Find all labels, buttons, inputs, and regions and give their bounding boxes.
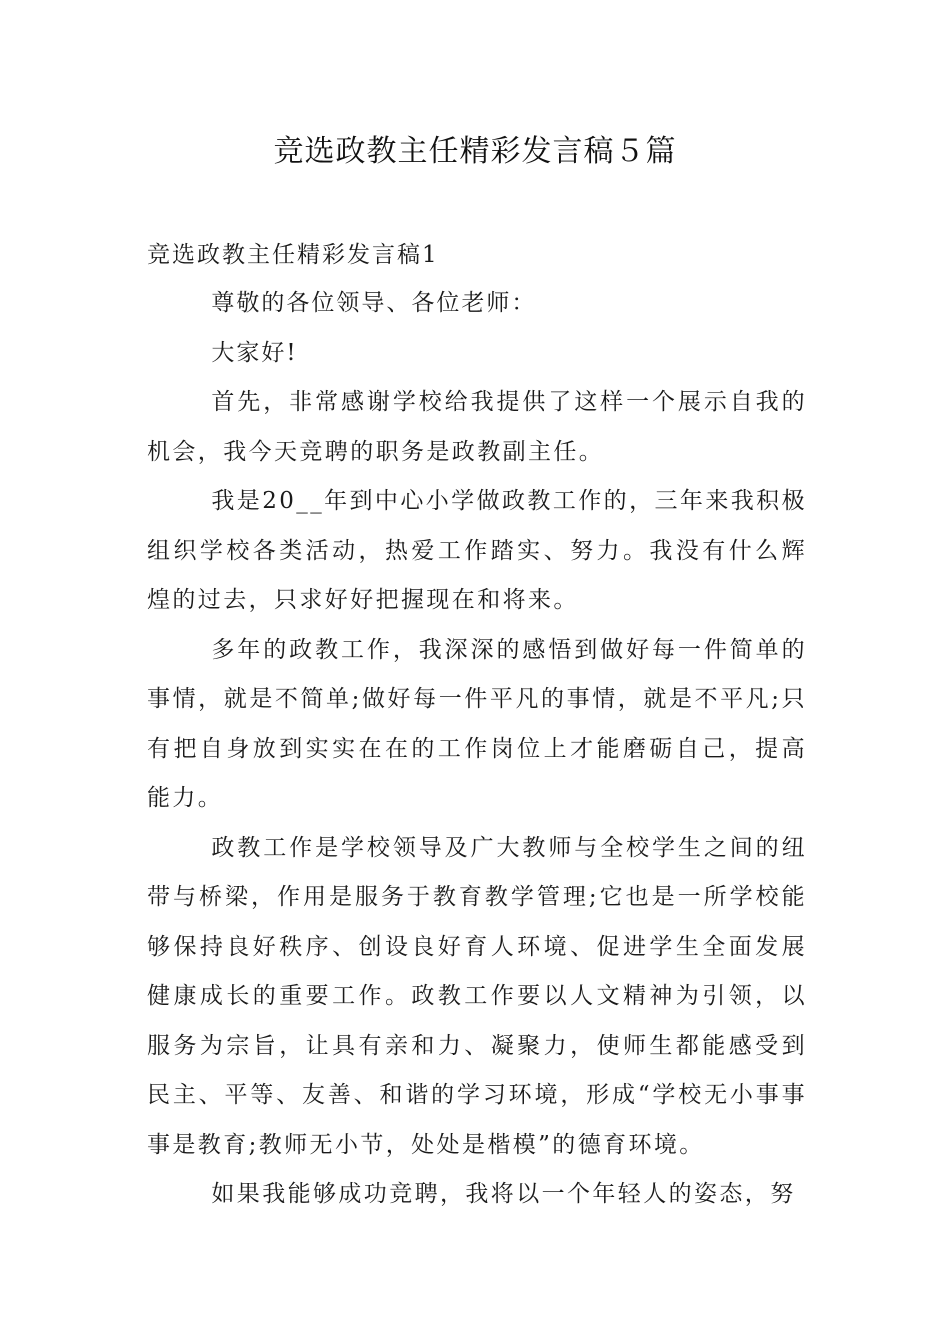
- section-heading: 竞选政教主任精彩发言稿1: [147, 242, 439, 268]
- body-paragraph: 多年的政教工作，我深深的感悟到做好每一件简单的事情，就是不简单;做好每一件平凡的事情，就是不平凡;只有把自身放到实实在在的工作岗位上才能磨砺自己，提高能力。: [147, 636, 807, 811]
- body-paragraph: 首先，非常感谢学校给我提供了这样一个展示自我的机会，我今天竞聘的职务是政教副主任。: [147, 389, 807, 465]
- salutation-paragraph: 大家好!: [211, 339, 298, 366]
- document-title: 竞选政教主任精彩发言稿５篇: [273, 134, 677, 169]
- body-paragraph: 政教工作是学校领导及广大教师与全校学生之间的纽带与桥梁，作用是服务于教育教学管理;它也是一所学校能够保持良好秩序、创设良好育人环境、促进学生全面发展健康成长的重要工作。政教工作要以人文精神为引领，以服务为宗旨，让具有亲和力、凝聚力，使师生都能感受到民主、平等、友善、和谐的学习环境，形成“学校无小事事事是教育;教师无小节，处处是楷模”的德育环境。: [147, 834, 807, 1158]
- document-body: [147, 279, 807, 1220]
- greeting-paragraph: 尊敬的各位领导、各位老师：: [211, 290, 537, 316]
- body-paragraph: 如果我能够成功竞聘，我将以一个年轻人的姿态，努: [211, 1181, 796, 1207]
- body-paragraph: 我是20__年到中心小学做政教工作的，三年来我积极组织学校各类活动，热爱工作踏实、努力。我没有什么辉煌的过去，只求好好把握现在和将来。: [147, 488, 807, 613]
